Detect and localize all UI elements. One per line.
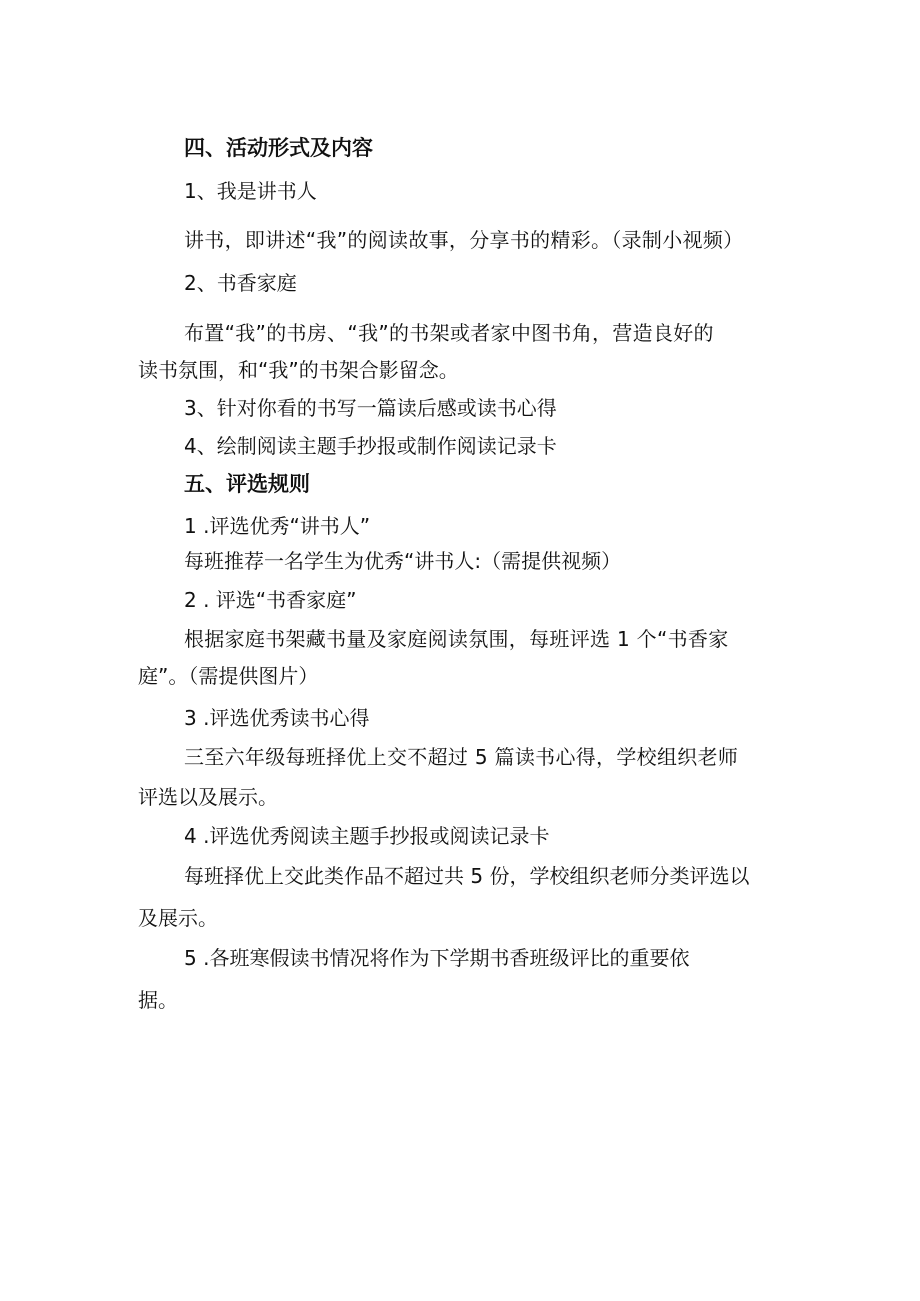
rule5-line1: 5 .各班寒假读书情况将作为下学期书香班级评比的重要依 — [184, 946, 690, 970]
rule3-body-line2: 评选以及展示。 — [138, 785, 278, 809]
item4-title: 4、绘制阅读主题手抄报或制作阅读记录卡 — [184, 434, 557, 458]
rule1-body: 每班推荐一名学生为优秀“讲书人:（需提供视频） — [184, 549, 622, 573]
rule2-body-line2: 庭”。（需提供图片） — [138, 664, 319, 688]
item3-title: 3、针对你看的书写一篇读后感或读书心得 — [184, 396, 557, 420]
rule2-body-line1: 根据家庭书架藏书量及家庭阅读氛围，每班评选 1 个“书香家 — [184, 627, 729, 651]
rule4-body-line2: 及展示。 — [138, 906, 218, 930]
section5-heading: 五、评选规则 — [184, 472, 310, 496]
item1-title: 1、我是讲书人 — [184, 179, 317, 203]
rule3-body-line1: 三至六年级每班择优上交不超过 5 篇读书心得，学校组织老师 — [184, 745, 739, 769]
rule4-body-line1: 每班择优上交此类作品不超过共 5 份，学校组织老师分类评选以 — [184, 864, 750, 888]
item2-title: 2、书香家庭 — [184, 271, 297, 295]
section4-heading: 四、活动形式及内容 — [184, 136, 373, 160]
item2-body-line2: 读书氛围，和“我”的书架合影留念。 — [138, 358, 459, 382]
rule2-title: 2 . 评选“书香家庭” — [184, 588, 357, 612]
rule4-title: 4 .评选优秀阅读主题手抄报或阅读记录卡 — [184, 824, 550, 848]
item2-body-line1: 布置“我”的书房、“我”的书架或者家中图书角，营造良好的 — [184, 321, 714, 345]
item1-body: 讲书，即讲述“我”的阅读故事，分享书的精彩。（录制小视频） — [184, 228, 744, 252]
rule3-title: 3 .评选优秀读书心得 — [184, 706, 370, 730]
rule5-line2: 据。 — [138, 988, 178, 1012]
rule1-title: 1 .评选优秀“讲书人” — [184, 514, 371, 538]
